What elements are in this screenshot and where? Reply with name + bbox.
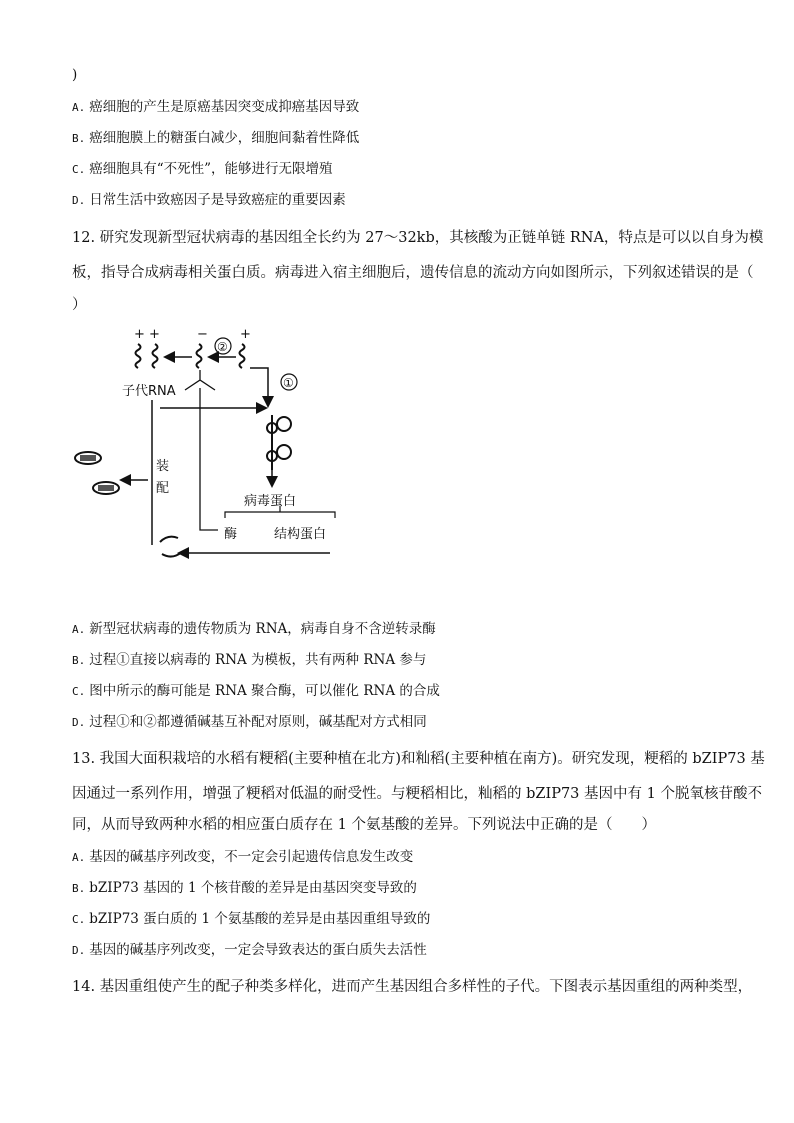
- enzyme-feedback-line: [200, 388, 218, 530]
- option-letter: C.: [72, 685, 86, 698]
- q11-option-a: [72, 98, 359, 117]
- q14-stem-line1: 14. 基因重组使产生的配子种类多样化，进而产生基因组合多样性的子代。下图表示基因重组的两种类型，: [72, 979, 753, 995]
- virion-icon: [75, 452, 119, 494]
- option-letter: B.: [72, 882, 86, 895]
- viral-replication-diagram: [60, 320, 360, 570]
- positive-rna-strand: [240, 344, 245, 368]
- option-text: 癌细胞具有“不死性”，能够进行无限增殖: [89, 161, 333, 177]
- option-text: bZIP73 蛋白质的 1 个氨基酸的差异是由基因重组导致的: [89, 911, 431, 927]
- q12-option-c: [72, 682, 440, 701]
- step2-label: [215, 338, 231, 354]
- option-text: 过程①和②都遵循碱基互补配对原则，碱基配对方式相同: [89, 714, 427, 730]
- q13-option-a: [72, 848, 413, 867]
- negative-rna-strand: [197, 344, 202, 368]
- offspring-rna-strand-1: [136, 344, 141, 368]
- protein-brace: [225, 506, 335, 518]
- plus-sign: +: [240, 327, 251, 342]
- option-letter: D.: [72, 944, 86, 957]
- option-text: 新型冠状病毒的遗传物质为 RNA，病毒自身不含逆转录酶: [89, 621, 436, 637]
- plus-plus-sign: + +: [134, 327, 160, 342]
- option-text: 癌细胞膜上的糖蛋白减少，细胞间黏着性降低: [89, 130, 360, 146]
- svg-text:②: ②: [217, 340, 228, 354]
- q11-stem-tail: ): [72, 67, 78, 83]
- arrow-step1: [250, 368, 268, 405]
- q12-option-b: [72, 651, 426, 670]
- option-text: 日常生活中致癌因子是导致癌症的重要因素: [89, 192, 346, 208]
- option-letter: B.: [72, 654, 86, 667]
- option-letter: D.: [72, 194, 86, 207]
- q13-option-b: [72, 879, 417, 898]
- svg-text:①: ①: [283, 376, 294, 390]
- option-letter: A.: [72, 101, 86, 114]
- q12-stem-line1: 12. 研究发现新型冠状病毒的基因组全长约为 27～32kb，其核酸为正链单链 RNA，特点是可以以自身为模: [72, 230, 764, 246]
- q12-option-a: [72, 620, 436, 639]
- step1-label: [281, 374, 297, 390]
- capsid-fragment-icon: [160, 537, 182, 557]
- offspring-rna-label: 子代RNA: [122, 384, 176, 399]
- q11-option-c: [72, 160, 333, 179]
- q13-option-c: [72, 910, 430, 929]
- option-text: 癌细胞的产生是原癌基因突变成抑癌基因导致: [89, 99, 360, 115]
- option-letter: A.: [72, 851, 86, 864]
- option-text: 过程①直接以病毒的 RNA 为模板，共有两种 RNA 参与: [89, 652, 427, 668]
- q13-stem-line1: 13. 我国大面积栽培的水稻有粳稻(主要种植在北方)和籼稻(主要种植在南方)。研究发现，粳稻的 bZIP73 基: [72, 751, 765, 767]
- option-letter: A.: [72, 623, 86, 636]
- option-text: 图中所示的酶可能是 RNA 聚合酶，可以催化 RNA 的合成: [89, 683, 440, 699]
- option-letter: C.: [72, 913, 86, 926]
- q13-stem-line3: 同，从而导致两种水稻的相应蛋白质存在 1 个氨基酸的差异。下列说法中正确的是（ ）: [72, 817, 656, 833]
- offspring-rna-strand-2: [153, 344, 158, 368]
- assembly-label-2: 配: [156, 481, 170, 496]
- option-letter: D.: [72, 716, 86, 729]
- q11-option-b: [72, 129, 359, 148]
- option-letter: C.: [72, 163, 86, 176]
- option-text: bZIP73 基因的 1 个核苷酸的差异是由基因突变导致的: [89, 880, 417, 896]
- q13-stem-line2: 因通过一系列作用，增强了粳稻对低温的耐受性。与粳稻相比，籼稻的 bZIP73 基因中有 1 个脱氧核苷酸不: [72, 786, 762, 802]
- assembly-label-1: 装: [156, 459, 170, 474]
- option-letter: B.: [72, 132, 86, 145]
- structural-protein-label: 结构蛋白: [274, 527, 327, 542]
- q12-option-d: [72, 713, 427, 732]
- split-line: [185, 370, 215, 390]
- viral-protein-label: 病毒蛋白: [244, 494, 297, 509]
- option-text: 基因的碱基序列改变，不一定会引起遗传信息发生改变: [89, 849, 414, 865]
- q12-stem-line3: ）: [72, 297, 87, 313]
- option-text: 基因的碱基序列改变，一定会导致表达的蛋白质失去活性: [89, 942, 427, 958]
- q11-option-d: [72, 191, 346, 210]
- q13-option-d: [72, 941, 427, 960]
- ribosome-icon: [267, 415, 291, 470]
- enzyme-label: 酶: [224, 527, 238, 542]
- q12-stem-line2: 板，指导合成病毒相关蛋白质。病毒进入宿主细胞后，遗传信息的流动方向如图所示，下列叙述错误的是（: [72, 265, 754, 281]
- minus-sign: −: [197, 327, 208, 342]
